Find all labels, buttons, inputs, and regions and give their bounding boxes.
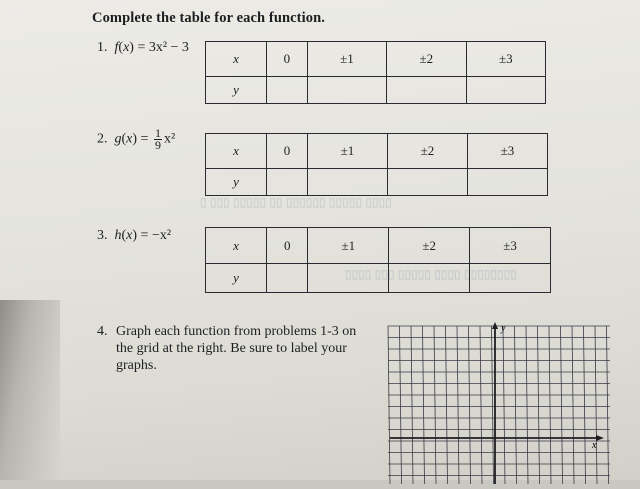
x-axis-arrow <box>596 435 604 441</box>
y-answer-cell[interactable] <box>267 77 308 104</box>
x-value-cell: ±3 <box>467 134 547 169</box>
bleed-through-text: ▯▯▯▯ ▯▯▯ ▯▯▯▯▯ ▯▯▯▯ ▯▯▯▯▯▯▯▯ <box>345 267 517 281</box>
function-var: x <box>126 228 133 243</box>
page-title: Complete the table for each function. <box>92 10 325 26</box>
coordinate-grid[interactable] <box>384 322 614 484</box>
grid-svg <box>384 322 614 484</box>
x-header-cell: x <box>206 42 267 77</box>
x-axis-label: x <box>592 440 597 451</box>
y-answer-cell[interactable] <box>387 169 467 196</box>
y-header-cell: y <box>206 264 267 293</box>
x-value-cell: ±2 <box>387 134 467 169</box>
grid-line-vertical <box>492 326 494 484</box>
function-rhs: −x² <box>151 228 172 243</box>
problem-number: 4. <box>97 324 108 339</box>
y-answer-cell[interactable] <box>267 264 308 293</box>
y-answer-cell[interactable] <box>267 169 308 196</box>
grid-line-vertical <box>595 326 597 484</box>
problem-2-equation: 2. g(x) = $\frac{1}{9}$ x² <box>97 126 176 152</box>
grid-line-vertical <box>572 326 574 484</box>
fraction-denominator: 9 <box>154 138 161 152</box>
y-answer-cell[interactable] <box>307 77 386 104</box>
x-value-cell: ±3 <box>470 228 551 264</box>
function-name: f <box>114 40 119 55</box>
problem-3-table <box>205 227 551 293</box>
grid-line-vertical <box>446 326 448 484</box>
function-var: x <box>123 40 130 55</box>
problem-1-equation: 1. f(x) = 3x² − 3 <box>97 40 189 55</box>
grid-line-vertical <box>480 326 482 484</box>
problem-3-equation: 3. h(x) = −x² <box>97 228 172 243</box>
y-answer-cell[interactable] <box>307 169 387 196</box>
function-name: g <box>114 131 122 147</box>
x-value-cell: ±1 <box>308 228 389 264</box>
grid-line-vertical <box>526 326 528 484</box>
y-answer-cell[interactable] <box>389 264 470 293</box>
y-axis-label: y <box>501 323 506 334</box>
grid-line-vertical <box>411 326 413 484</box>
y-answer-cell[interactable] <box>387 77 466 104</box>
grid-line-vertical <box>607 326 609 484</box>
grid-lines <box>388 326 610 484</box>
grid-line-vertical <box>584 326 586 484</box>
y-header-cell: y <box>206 77 267 104</box>
grid-line-vertical <box>434 326 436 484</box>
coefficient-fraction <box>154 128 162 151</box>
y-axis-arrow <box>492 322 498 329</box>
function-name: h <box>114 228 122 243</box>
grid-line-vertical <box>457 326 459 484</box>
grid-line-vertical <box>515 326 517 484</box>
y-answer-cell[interactable] <box>467 169 547 196</box>
grid-line-vertical <box>561 326 563 484</box>
problem-1-table <box>205 41 546 104</box>
x-value-cell: ±2 <box>389 228 470 264</box>
x-header-cell: x <box>206 134 267 169</box>
x-value-cell: 0 <box>267 42 308 77</box>
x-value-cell: 0 <box>267 228 308 264</box>
y-header-cell: y <box>206 169 267 196</box>
y-answer-cell[interactable] <box>308 264 389 293</box>
x-value-cell: ±2 <box>387 42 466 77</box>
problem-number: 1. <box>97 40 108 55</box>
y-answer-cell[interactable] <box>466 77 545 104</box>
y-answer-cell[interactable] <box>470 264 551 293</box>
function-rhs: 3x² − 3 <box>148 40 189 55</box>
fraction-numerator: 1 <box>154 126 161 140</box>
problem-number: 2. <box>97 131 108 147</box>
function-var: x <box>126 131 133 147</box>
grid-line-vertical <box>538 326 540 484</box>
function-rhs: x² <box>163 131 176 147</box>
grid-line-vertical <box>388 326 390 484</box>
bleed-through-text: ▯ ▯▯▯ ▯▯▯▯▯ ▯▯ ▯▯▯▯▯▯ ▯▯▯▯▯ ▯▯▯▯ <box>200 195 392 209</box>
grid-line-vertical <box>503 326 505 484</box>
x-value-cell: ±3 <box>466 42 545 77</box>
x-value-cell: 0 <box>267 134 308 169</box>
x-value-cell: ±1 <box>307 42 386 77</box>
grid-line-vertical <box>469 326 471 484</box>
problem-number: 3. <box>97 228 108 243</box>
problem-4-instructions: Graph each function from problems 1-3 on the grid at the right. Be sure to label your graphs. <box>116 324 357 373</box>
page-shadow <box>0 300 60 480</box>
grid-line-vertical <box>423 326 425 484</box>
x-header-cell: x <box>206 228 267 264</box>
problem-2-table <box>205 133 548 196</box>
x-value-cell: ±1 <box>307 134 387 169</box>
grid-line-vertical <box>549 326 551 484</box>
grid-line-vertical <box>400 326 402 484</box>
